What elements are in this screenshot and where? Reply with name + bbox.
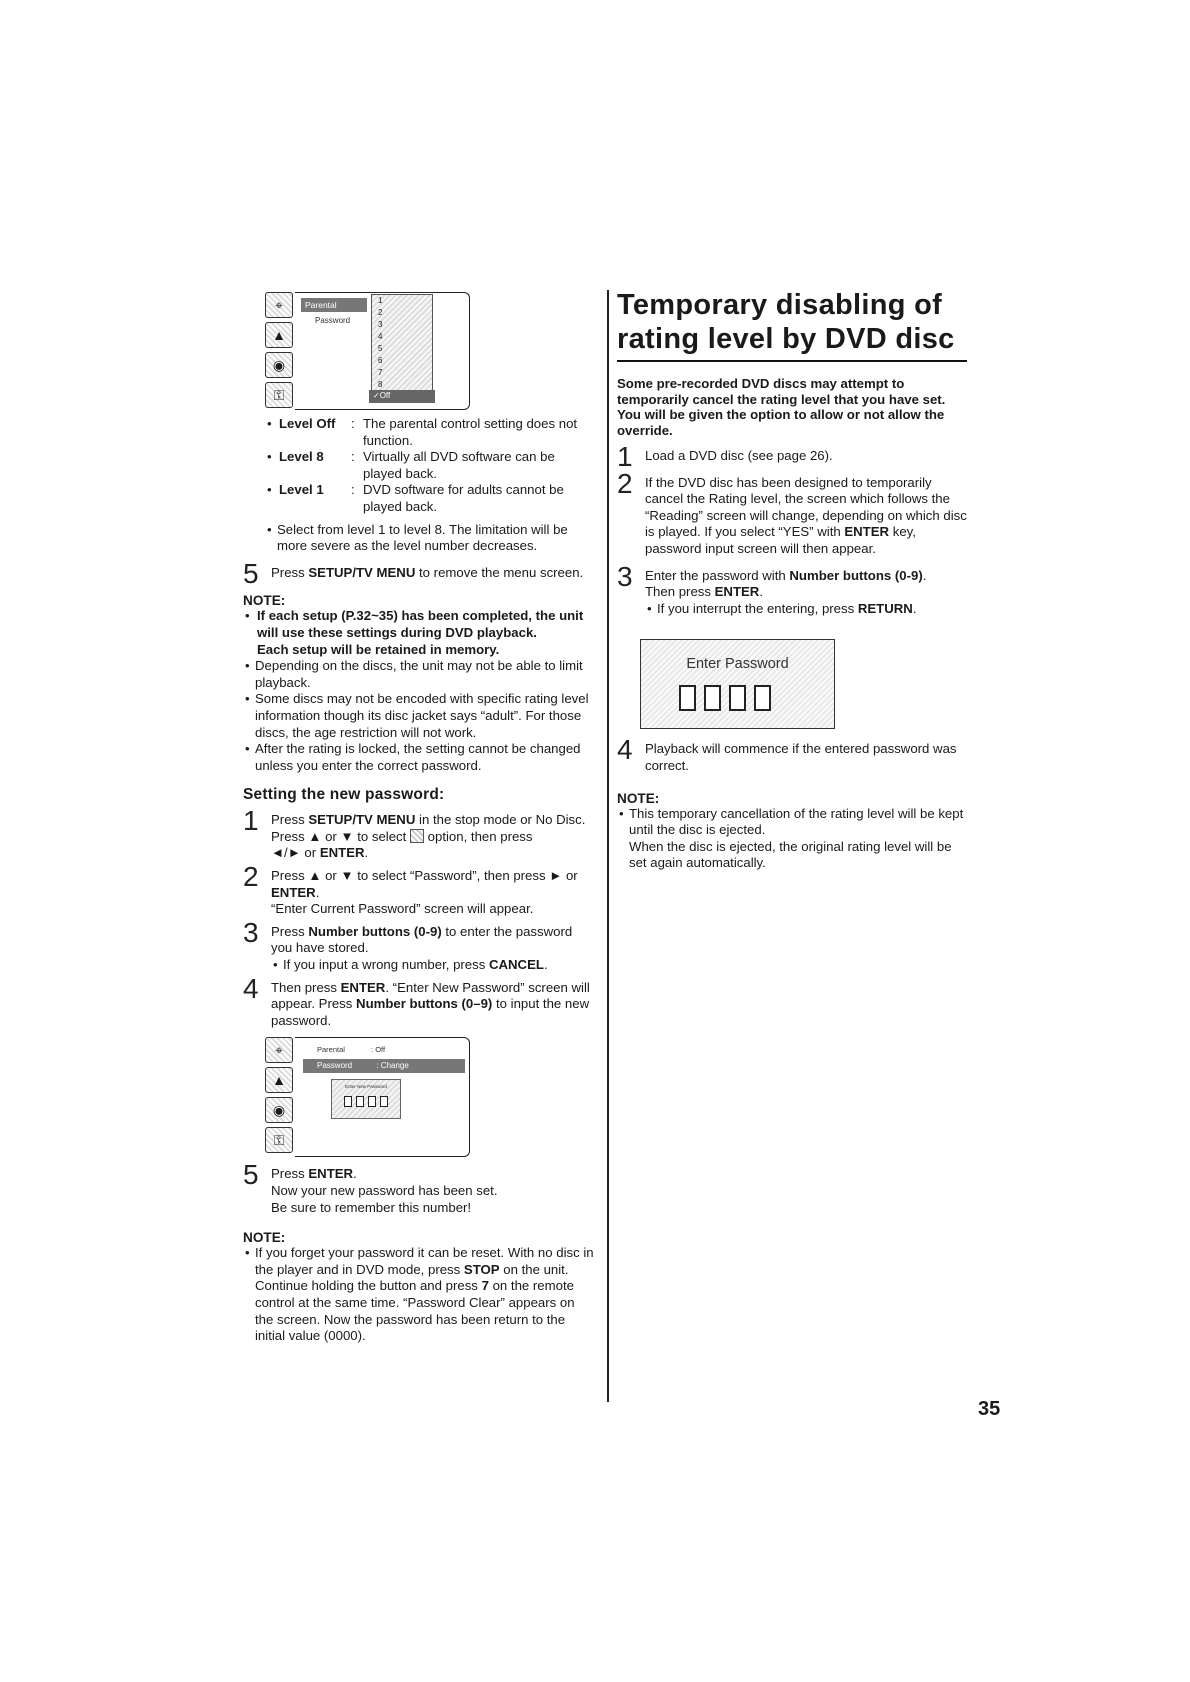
level-7: 7 <box>378 368 383 377</box>
password-digit <box>754 685 771 711</box>
note-item: • Depending on the discs, the unit may not be able to limit playback. <box>243 658 595 691</box>
step-number: 1 <box>617 441 633 472</box>
level-5: 5 <box>378 344 383 353</box>
note-item: • If each setup (P.32~35) has been completed, the unit will use these settings during DVD playback. Each setup will be retained in memory. <box>243 608 595 658</box>
level-row: • Level 8 : Virtually all DVD software can be played back. <box>265 449 595 482</box>
column-divider <box>607 290 609 1402</box>
step-1: 1 Load a DVD disc (see page 26). <box>617 441 833 472</box>
step-3: 3 Press Number buttons (0-9) to enter the password you have stored. • If you input a wrong number, press CANCEL. <box>243 924 595 974</box>
parental-menu-screen <box>265 292 475 414</box>
step-number: 5 <box>243 557 259 589</box>
step-number: 5 <box>243 1159 259 1191</box>
new-password-screen <box>265 1037 475 1162</box>
level-name: • Level Off <box>265 416 351 449</box>
password-digit <box>368 1096 376 1107</box>
level-row: • Level Off : The parental control setting does not function. <box>265 416 595 449</box>
level-3: 3 <box>378 320 383 329</box>
enter-new-password-dialog <box>331 1079 401 1119</box>
step-4: 4 Then press ENTER. “Enter New Password” screen will appear. Press Number buttons (0–9) to input the new password. <box>243 972 590 1028</box>
step-4: 4 Playback will commence if the entered password was correct. <box>617 734 957 773</box>
step-2: 2 Press ▲ or ▼ to select “Password”, then press ► or ENTER. “Enter Current Password” screen will appear. <box>243 861 578 917</box>
page-number: 35 <box>978 1398 1001 1420</box>
level-6: 6 <box>378 356 383 365</box>
note-item: • If you forget your password it can be reset. With no disc in the player and in DVD mode, press STOP on the unit. Continue holding the button and press 7 on the remote control at the same time. “Password Clear” appears on the screen. Now the password has been return to the initial value (0000). <box>243 1245 595 1345</box>
language-icon: ⌖ <box>265 292 293 318</box>
note-list <box>243 608 595 774</box>
level-desc: Virtually all DVD software can be played back. <box>363 449 555 481</box>
enter-password-label: Enter Password <box>686 656 789 673</box>
picture-icon: ▲ <box>265 1067 293 1093</box>
level-row: • Level 1 : DVD software for adults cannot be played back. <box>265 482 595 515</box>
right-column <box>617 288 967 872</box>
picture-icon: ▲ <box>265 322 293 348</box>
level-list <box>371 294 433 402</box>
level-8: 8 <box>378 380 383 389</box>
level-off-selected: ✓Off <box>369 390 435 403</box>
language-icon: ⌖ <box>265 1037 293 1063</box>
note-item: • Some discs may not be encoded with specific rating level information though its disc jacket says “adult”. For those discs, the age restriction will not work. <box>243 691 595 741</box>
step-2: 2 If the DVD disc has been designed to temporarily cancel the Rating level, the screen which follows the “Reading” screen will change, depending on which disc is played. If you select “YES” with ENTER key, password input screen will then appear. <box>617 467 967 556</box>
password-digit <box>679 685 696 711</box>
enter-password-screen <box>640 639 835 729</box>
note-heading: NOTE: <box>617 790 660 806</box>
note-heading: NOTE: <box>243 1230 286 1246</box>
audio-icon: ◉ <box>265 1097 293 1123</box>
step-3: 3 Enter the password with Number buttons (0-9). Then press ENTER. • If you interrupt the entering, press RETURN. <box>617 568 967 618</box>
level-1: 1 <box>378 296 383 305</box>
note-item: • After the rating is locked, the setting cannot be changed unless you enter the correct password. <box>243 741 595 774</box>
step-number: 2 <box>243 861 259 893</box>
level-name: • Level 8 <box>265 449 351 482</box>
select-level-note: • Select from level 1 to level 8. The limitation will be more severe as the level number decreases. <box>265 522 595 555</box>
step-5-remove-menu: 5 Press SETUP/TV MENU to remove the menu screen. <box>243 557 584 589</box>
level-name: • Level 1 <box>265 482 351 515</box>
parental-icon <box>410 829 424 843</box>
menu-item-password-selected: Password : Change <box>303 1059 465 1073</box>
parental-icon: ⚿ <box>265 1127 293 1153</box>
left-column <box>243 292 595 1345</box>
level-descriptions <box>265 416 595 555</box>
step-number: 4 <box>617 734 633 766</box>
step-number: 1 <box>243 805 259 837</box>
password-digit <box>356 1096 364 1107</box>
menu-item-parental: Parental <box>301 298 367 312</box>
note-item: • This temporary cancellation of the rating level will be kept until the disc is ejected. When the disc is ejected, the original rating level will be set again automatically. <box>617 806 967 872</box>
password-digit <box>704 685 721 711</box>
note-heading: NOTE: <box>243 593 286 609</box>
dialog-label: Enter New Password <box>344 1084 388 1090</box>
parental-icon: ⚿ <box>265 382 293 408</box>
step-5-enter: 5 Press ENTER. Now your new password has been set. Be sure to remember this number! <box>243 1159 498 1215</box>
password-digit <box>380 1096 388 1107</box>
section-heading: Setting the new password: <box>243 786 445 804</box>
level-4: 4 <box>378 332 383 341</box>
step-number: 2 <box>617 467 633 499</box>
password-digit <box>344 1096 352 1107</box>
level-desc: The parental control setting does not function. <box>363 416 578 448</box>
audio-icon: ◉ <box>265 352 293 378</box>
password-digit <box>729 685 746 711</box>
menu-item-parental: Parental <box>317 1045 345 1055</box>
step-1: 1 Press SETUP/TV MENU in the stop mode or No Disc. Press ▲ or ▼ to select option, then press ◄/► or ENTER. <box>243 805 586 861</box>
level-2: 2 <box>378 308 383 317</box>
step-number: 3 <box>243 916 259 948</box>
menu-item-password: Password <box>315 316 351 325</box>
page-title: Temporary disabling of rating level by DVD disc <box>617 288 967 362</box>
intro-text: Some pre-recorded DVD discs may attempt to temporarily cancel the rating level that you have set. You will be given the option to allow or not allow the override. <box>617 376 946 438</box>
parental-value: : Off <box>371 1045 386 1055</box>
step-number: 4 <box>243 972 259 1004</box>
level-desc: DVD software for adults cannot be played back. <box>363 482 564 514</box>
step-number: 3 <box>617 560 633 592</box>
